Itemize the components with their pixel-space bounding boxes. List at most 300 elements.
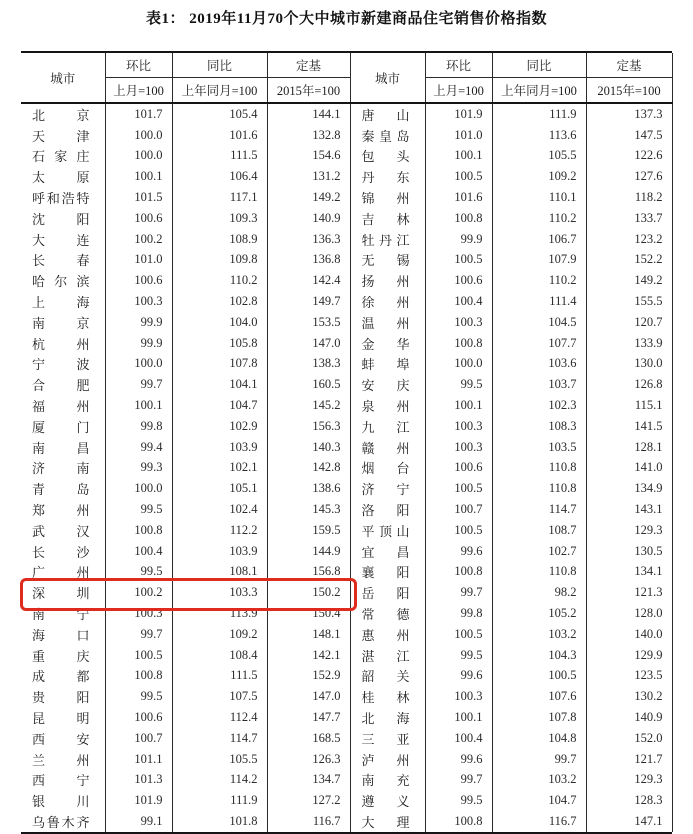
yoy-value-left: 111.9 [172, 790, 267, 811]
fixedbase-value-right: 122.6 [586, 146, 672, 167]
header-city-right: 城市 [350, 53, 425, 103]
table-row [21, 250, 672, 271]
header-fixedbase-left: 定基 [267, 53, 350, 78]
table-row [21, 562, 672, 583]
fixedbase-value-right: 118.2 [586, 187, 672, 208]
city-name-left: 广州 [21, 562, 105, 583]
city-name-right: 惠州 [350, 624, 425, 645]
yoy-value-left: 111.5 [172, 146, 267, 167]
fixedbase-value-left: 147.7 [267, 707, 350, 728]
city-name-left: 长春 [21, 250, 105, 271]
fixedbase-value-right: 141.0 [586, 458, 672, 479]
table-row [21, 458, 672, 479]
yoy-value-left: 114.2 [172, 770, 267, 791]
fixedbase-value-right: 128.0 [586, 603, 672, 624]
mom-value-left: 99.5 [105, 562, 172, 583]
yoy-value-right: 111.9 [492, 103, 586, 125]
city-name-right: 徐州 [350, 291, 425, 312]
city-name-right: 温州 [350, 312, 425, 333]
yoy-value-right: 103.7 [492, 374, 586, 395]
mom-value-left: 99.9 [105, 333, 172, 354]
table-row [21, 790, 672, 811]
yoy-value-right: 100.5 [492, 666, 586, 687]
header-fixedbase-right: 定基 [586, 53, 672, 78]
fixedbase-value-right: 130.2 [586, 686, 672, 707]
mom-value-right: 100.5 [425, 520, 492, 541]
fixedbase-value-right: 140.9 [586, 707, 672, 728]
mom-value-left: 99.5 [105, 686, 172, 707]
yoy-value-left: 110.2 [172, 270, 267, 291]
mom-value-left: 100.0 [105, 354, 172, 375]
table-row [21, 354, 672, 375]
mom-value-right: 99.5 [425, 374, 492, 395]
fixedbase-value-right: 141.5 [586, 416, 672, 437]
mom-value-left: 100.8 [105, 520, 172, 541]
mom-value-right: 100.3 [425, 416, 492, 437]
mom-value-left: 100.3 [105, 291, 172, 312]
city-name-left: 宁波 [21, 354, 105, 375]
fixedbase-value-right: 126.8 [586, 374, 672, 395]
mom-value-right: 99.7 [425, 582, 492, 603]
yoy-value-left: 101.8 [172, 811, 267, 832]
city-name-left: 太原 [21, 166, 105, 187]
data-table [21, 53, 673, 832]
mom-value-right: 100.1 [425, 707, 492, 728]
city-name-left: 石家庄 [21, 146, 105, 167]
city-name-left: 南宁 [21, 603, 105, 624]
city-name-left: 深圳 [21, 582, 105, 603]
city-name-right: 常德 [350, 603, 425, 624]
yoy-value-left: 105.4 [172, 103, 267, 125]
city-name-right: 襄阳 [350, 562, 425, 583]
mom-value-left: 100.7 [105, 728, 172, 749]
table-row [21, 166, 672, 187]
city-name-right: 湛江 [350, 645, 425, 666]
yoy-value-left: 103.9 [172, 437, 267, 458]
yoy-value-left: 108.9 [172, 229, 267, 250]
fixedbase-value-right: 127.6 [586, 166, 672, 187]
mom-value-left: 99.7 [105, 374, 172, 395]
mom-value-left: 99.7 [105, 624, 172, 645]
mom-value-right: 101.0 [425, 125, 492, 146]
yoy-value-right: 109.2 [492, 166, 586, 187]
subheader-yoy-left: 上年同月=100 [172, 78, 267, 104]
city-name-right: 遵义 [350, 790, 425, 811]
city-name-left: 呼和浩特 [21, 187, 105, 208]
city-name-left: 天津 [21, 125, 105, 146]
city-name-right: 大理 [350, 811, 425, 832]
city-name-left: 海口 [21, 624, 105, 645]
fixedbase-value-left: 138.3 [267, 354, 350, 375]
city-name-right: 吉林 [350, 208, 425, 229]
fixedbase-value-left: 154.6 [267, 146, 350, 167]
mom-value-right: 100.5 [425, 624, 492, 645]
header-yoy-left: 同比 [172, 53, 267, 78]
fixedbase-value-left: 152.9 [267, 666, 350, 687]
fixedbase-value-right: 155.5 [586, 291, 672, 312]
fixedbase-value-left: 131.2 [267, 166, 350, 187]
city-name-left: 哈尔滨 [21, 270, 105, 291]
subheader-yoy-right: 上年同月=100 [492, 78, 586, 104]
fixedbase-value-left: 147.0 [267, 686, 350, 707]
fixedbase-value-right: 134.1 [586, 562, 672, 583]
yoy-value-left: 106.4 [172, 166, 267, 187]
yoy-value-left: 101.6 [172, 125, 267, 146]
fixedbase-value-right: 121.3 [586, 582, 672, 603]
city-name-right: 宜昌 [350, 541, 425, 562]
fixedbase-value-left: 156.3 [267, 416, 350, 437]
table-row [21, 270, 672, 291]
fixedbase-value-right: 128.3 [586, 790, 672, 811]
fixedbase-value-left: 150.2 [267, 582, 350, 603]
yoy-value-right: 99.7 [492, 749, 586, 770]
mom-value-left: 100.2 [105, 229, 172, 250]
yoy-value-left: 105.5 [172, 749, 267, 770]
mom-value-right: 100.8 [425, 208, 492, 229]
mom-value-right: 100.7 [425, 499, 492, 520]
mom-value-right: 99.6 [425, 749, 492, 770]
fixedbase-value-right: 120.7 [586, 312, 672, 333]
yoy-value-right: 114.7 [492, 499, 586, 520]
mom-value-left: 100.1 [105, 166, 172, 187]
yoy-value-right: 110.8 [492, 458, 586, 479]
table-row [21, 770, 672, 791]
city-name-left: 北京 [21, 103, 105, 125]
fixedbase-value-right: 133.7 [586, 208, 672, 229]
mom-value-right: 100.8 [425, 811, 492, 832]
yoy-value-left: 117.1 [172, 187, 267, 208]
fixedbase-value-right: 134.9 [586, 478, 672, 499]
mom-value-right: 100.4 [425, 291, 492, 312]
yoy-value-right: 103.5 [492, 437, 586, 458]
fixedbase-value-left: 144.9 [267, 541, 350, 562]
table-row [21, 686, 672, 707]
table-header [21, 53, 672, 103]
page-title: 表1： 2019年11月70个大中城市新建商品住宅销售价格指数 [146, 11, 547, 27]
mom-value-right: 99.5 [425, 645, 492, 666]
mom-value-right: 100.5 [425, 478, 492, 499]
mom-value-right: 100.5 [425, 166, 492, 187]
yoy-value-right: 116.7 [492, 811, 586, 832]
yoy-value-right: 110.8 [492, 478, 586, 499]
yoy-value-left: 109.3 [172, 208, 267, 229]
fixedbase-value-right: 115.1 [586, 395, 672, 416]
fixedbase-value-right: 147.5 [586, 125, 672, 146]
fixedbase-value-right: 130.0 [586, 354, 672, 375]
yoy-value-right: 108.7 [492, 520, 586, 541]
mom-value-right: 101.9 [425, 103, 492, 125]
city-name-left: 西安 [21, 728, 105, 749]
fixedbase-value-left: 127.2 [267, 790, 350, 811]
city-name-left: 成都 [21, 666, 105, 687]
fixedbase-value-right: 121.7 [586, 749, 672, 770]
mom-value-left: 100.0 [105, 146, 172, 167]
mom-value-right: 100.3 [425, 437, 492, 458]
table-row [21, 395, 672, 416]
yoy-value-left: 104.7 [172, 395, 267, 416]
city-name-right: 桂林 [350, 686, 425, 707]
yoy-value-left: 107.8 [172, 354, 267, 375]
fixedbase-value-right: 129.3 [586, 770, 672, 791]
fixedbase-value-left: 150.4 [267, 603, 350, 624]
table-row [21, 478, 672, 499]
header-yoy-right: 同比 [492, 53, 586, 78]
table-row [21, 811, 672, 832]
fixedbase-value-right: 147.1 [586, 811, 672, 832]
fixedbase-value-left: 168.5 [267, 728, 350, 749]
city-name-left: 贵阳 [21, 686, 105, 707]
city-name-left: 合肥 [21, 374, 105, 395]
mom-value-right: 100.0 [425, 354, 492, 375]
yoy-value-left: 112.4 [172, 707, 267, 728]
table-row [21, 103, 672, 125]
subheader-mom-left: 上月=100 [105, 78, 172, 104]
fixedbase-value-left: 142.8 [267, 458, 350, 479]
table-row [21, 437, 672, 458]
fixedbase-value-right: 130.5 [586, 541, 672, 562]
mom-value-right: 100.3 [425, 312, 492, 333]
fixedbase-value-left: 153.5 [267, 312, 350, 333]
fixedbase-value-left: 140.9 [267, 208, 350, 229]
city-name-right: 泸州 [350, 749, 425, 770]
city-name-right: 丹东 [350, 166, 425, 187]
header-mom-left: 环比 [105, 53, 172, 78]
table-row [21, 187, 672, 208]
fixedbase-value-left: 142.4 [267, 270, 350, 291]
fixedbase-value-left: 159.5 [267, 520, 350, 541]
table-row [21, 312, 672, 333]
table-row [21, 645, 672, 666]
mom-value-right: 100.4 [425, 728, 492, 749]
mom-value-left: 100.2 [105, 582, 172, 603]
mom-value-left: 99.9 [105, 312, 172, 333]
city-name-right: 韶关 [350, 666, 425, 687]
city-name-right: 洛阳 [350, 499, 425, 520]
yoy-value-right: 104.5 [492, 312, 586, 333]
yoy-value-right: 110.2 [492, 208, 586, 229]
mom-value-left: 99.1 [105, 811, 172, 832]
table-row [21, 291, 672, 312]
yoy-value-left: 105.1 [172, 478, 267, 499]
city-name-right: 烟台 [350, 458, 425, 479]
city-name-right: 泉州 [350, 395, 425, 416]
subheader-mom-right: 上月=100 [425, 78, 492, 104]
city-name-left: 南昌 [21, 437, 105, 458]
mom-value-left: 101.7 [105, 103, 172, 125]
yoy-value-right: 106.7 [492, 229, 586, 250]
yoy-value-left: 102.9 [172, 416, 267, 437]
fixedbase-value-right: 143.1 [586, 499, 672, 520]
fixedbase-value-left: 144.1 [267, 103, 350, 125]
fixedbase-value-right: 137.3 [586, 103, 672, 125]
yoy-value-right: 104.7 [492, 790, 586, 811]
subheader-fixedbase-left: 2015年=100 [267, 78, 350, 104]
table-row [21, 499, 672, 520]
city-name-left: 重庆 [21, 645, 105, 666]
city-name-right: 秦皇岛 [350, 125, 425, 146]
yoy-value-right: 111.4 [492, 291, 586, 312]
fixedbase-value-left: 148.1 [267, 624, 350, 645]
city-name-right: 九江 [350, 416, 425, 437]
yoy-value-right: 110.1 [492, 187, 586, 208]
mom-value-left: 99.4 [105, 437, 172, 458]
fixedbase-value-right: 149.2 [586, 270, 672, 291]
mom-value-left: 100.6 [105, 270, 172, 291]
yoy-value-left: 108.1 [172, 562, 267, 583]
table-row [21, 333, 672, 354]
mom-value-left: 99.8 [105, 416, 172, 437]
yoy-value-right: 98.2 [492, 582, 586, 603]
fixedbase-value-right: 133.9 [586, 333, 672, 354]
table-row [21, 749, 672, 770]
yoy-value-right: 107.9 [492, 250, 586, 271]
mom-value-right: 99.5 [425, 790, 492, 811]
yoy-value-right: 110.8 [492, 562, 586, 583]
yoy-value-left: 102.4 [172, 499, 267, 520]
fixedbase-value-left: 136.3 [267, 229, 350, 250]
city-name-right: 无锡 [350, 250, 425, 271]
table-row [21, 707, 672, 728]
yoy-value-left: 109.2 [172, 624, 267, 645]
table-row [21, 624, 672, 645]
table-row [21, 728, 672, 749]
table-row [21, 541, 672, 562]
mom-value-left: 101.0 [105, 250, 172, 271]
yoy-value-left: 103.9 [172, 541, 267, 562]
fixedbase-value-left: 156.8 [267, 562, 350, 583]
city-name-right: 北海 [350, 707, 425, 728]
mom-value-left: 100.8 [105, 666, 172, 687]
yoy-value-right: 104.3 [492, 645, 586, 666]
fixedbase-value-right: 129.3 [586, 520, 672, 541]
mom-value-right: 101.6 [425, 187, 492, 208]
yoy-value-left: 114.7 [172, 728, 267, 749]
fixedbase-value-left: 116.7 [267, 811, 350, 832]
table-row [21, 520, 672, 541]
mom-value-right: 100.6 [425, 270, 492, 291]
city-name-right: 济宁 [350, 478, 425, 499]
city-name-right: 扬州 [350, 270, 425, 291]
yoy-value-right: 105.2 [492, 603, 586, 624]
fixedbase-value-left: 145.2 [267, 395, 350, 416]
city-name-right: 锦州 [350, 187, 425, 208]
yoy-value-left: 113.9 [172, 603, 267, 624]
fixedbase-value-left: 145.3 [267, 499, 350, 520]
city-name-right: 赣州 [350, 437, 425, 458]
city-name-right: 南充 [350, 770, 425, 791]
city-name-right: 岳阳 [350, 582, 425, 603]
city-name-right: 牡丹江 [350, 229, 425, 250]
table-row [21, 208, 672, 229]
fixedbase-value-right: 129.9 [586, 645, 672, 666]
fixedbase-value-left: 149.7 [267, 291, 350, 312]
mom-value-right: 100.8 [425, 562, 492, 583]
city-name-left: 厦门 [21, 416, 105, 437]
yoy-value-right: 103.6 [492, 354, 586, 375]
yoy-value-right: 107.7 [492, 333, 586, 354]
table-row [21, 374, 672, 395]
fixedbase-value-left: 160.5 [267, 374, 350, 395]
fixedbase-value-left: 140.3 [267, 437, 350, 458]
yoy-value-left: 111.5 [172, 666, 267, 687]
yoy-value-left: 104.0 [172, 312, 267, 333]
mom-value-left: 100.0 [105, 125, 172, 146]
fixedbase-value-left: 136.8 [267, 250, 350, 271]
mom-value-right: 99.8 [425, 603, 492, 624]
table-row [21, 229, 672, 250]
table-row [21, 603, 672, 624]
yoy-value-right: 108.3 [492, 416, 586, 437]
fixedbase-value-right: 140.0 [586, 624, 672, 645]
mom-value-right: 100.5 [425, 250, 492, 271]
mom-value-left: 100.6 [105, 208, 172, 229]
city-name-left: 济南 [21, 458, 105, 479]
yoy-value-right: 104.8 [492, 728, 586, 749]
mom-value-right: 99.6 [425, 541, 492, 562]
mom-value-right: 99.7 [425, 770, 492, 791]
table-row [21, 582, 672, 603]
mom-value-left: 101.1 [105, 749, 172, 770]
price-index-table [21, 51, 672, 834]
fixedbase-value-left: 126.3 [267, 749, 350, 770]
table-row [21, 146, 672, 167]
fixedbase-value-right: 123.2 [586, 229, 672, 250]
yoy-value-left: 103.3 [172, 582, 267, 603]
city-name-left: 长沙 [21, 541, 105, 562]
city-name-left: 乌鲁木齐 [21, 811, 105, 832]
yoy-value-left: 108.4 [172, 645, 267, 666]
fixedbase-value-left: 149.2 [267, 187, 350, 208]
city-name-left: 西宁 [21, 770, 105, 791]
mom-value-right: 100.8 [425, 333, 492, 354]
yoy-value-left: 107.5 [172, 686, 267, 707]
fixedbase-value-left: 138.6 [267, 478, 350, 499]
fixedbase-value-left: 142.1 [267, 645, 350, 666]
yoy-value-left: 112.2 [172, 520, 267, 541]
city-name-left: 大连 [21, 229, 105, 250]
yoy-value-left: 104.1 [172, 374, 267, 395]
city-name-left: 昆明 [21, 707, 105, 728]
yoy-value-right: 107.6 [492, 686, 586, 707]
header-city-left: 城市 [21, 53, 105, 103]
city-name-right: 平顶山 [350, 520, 425, 541]
city-name-left: 福州 [21, 395, 105, 416]
city-name-right: 唐山 [350, 103, 425, 125]
fixedbase-value-right: 128.1 [586, 437, 672, 458]
mom-value-left: 101.9 [105, 790, 172, 811]
city-name-left: 银川 [21, 790, 105, 811]
fixedbase-value-right: 152.0 [586, 728, 672, 749]
yoy-value-left: 102.8 [172, 291, 267, 312]
yoy-value-right: 102.7 [492, 541, 586, 562]
table-body [21, 103, 672, 832]
mom-value-right: 100.1 [425, 395, 492, 416]
table-row [21, 416, 672, 437]
mom-value-right: 99.6 [425, 666, 492, 687]
yoy-value-left: 109.8 [172, 250, 267, 271]
subheader-fixedbase-right: 2015年=100 [586, 78, 672, 104]
city-name-right: 安庆 [350, 374, 425, 395]
city-name-right: 蚌埠 [350, 354, 425, 375]
city-name-left: 杭州 [21, 333, 105, 354]
yoy-value-left: 105.8 [172, 333, 267, 354]
mom-value-left: 99.5 [105, 499, 172, 520]
city-name-left: 武汉 [21, 520, 105, 541]
fixedbase-value-left: 134.7 [267, 770, 350, 791]
mom-value-left: 101.3 [105, 770, 172, 791]
city-name-left: 兰州 [21, 749, 105, 770]
city-name-left: 青岛 [21, 478, 105, 499]
